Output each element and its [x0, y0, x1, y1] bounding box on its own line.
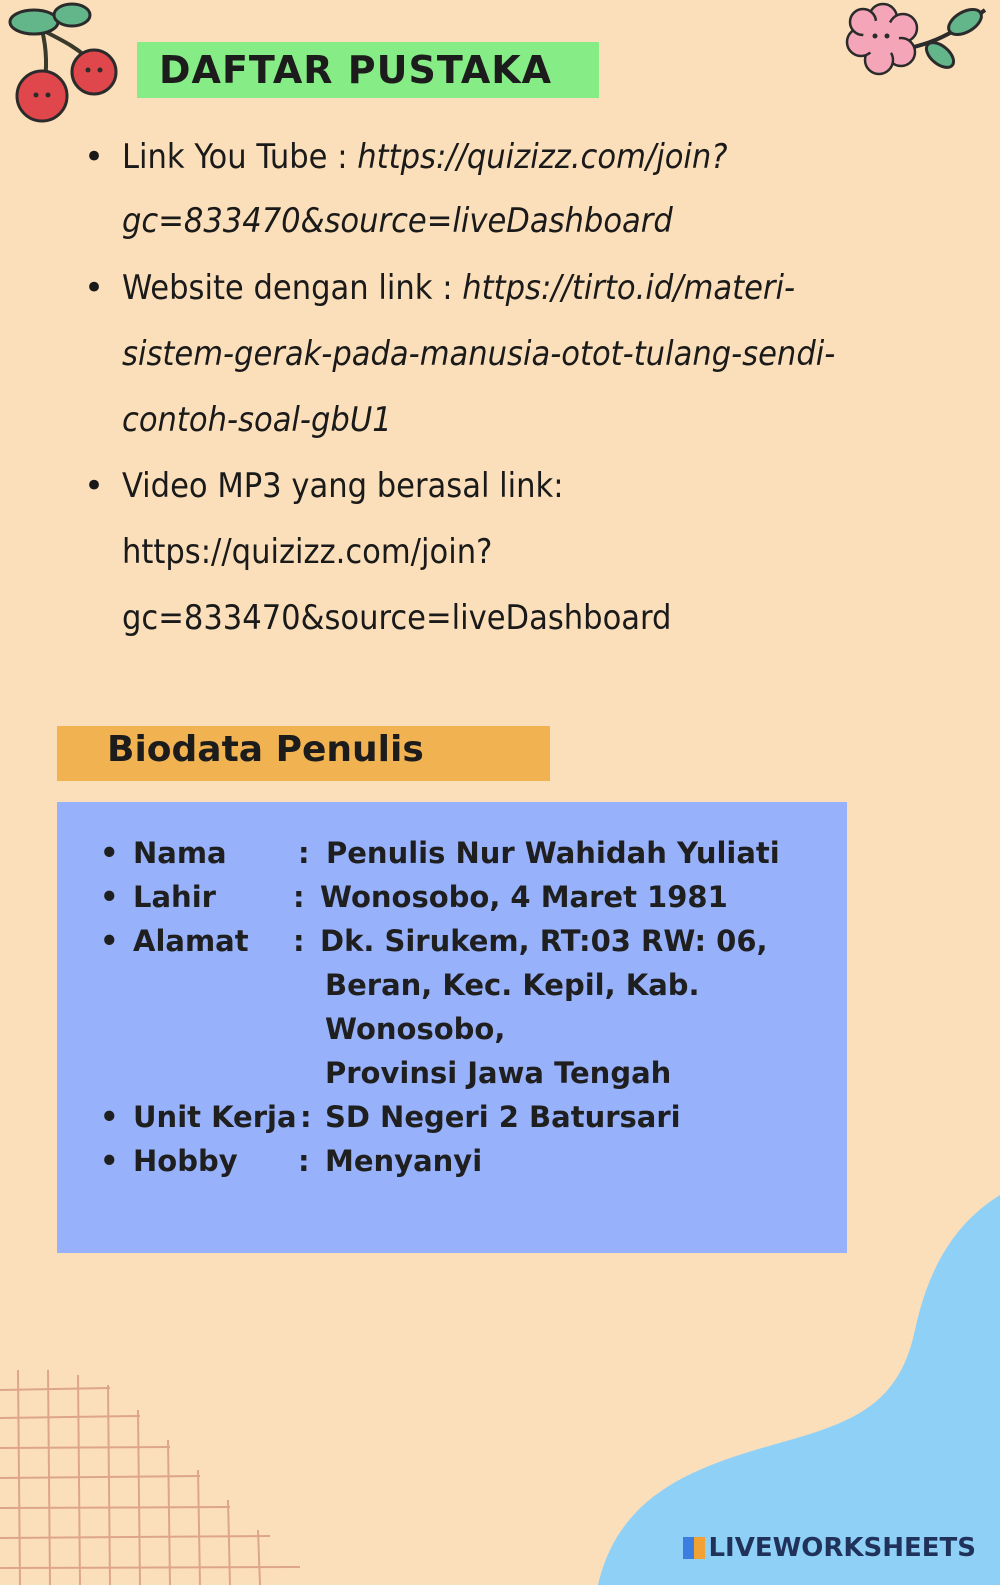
biodata-label: Nama — [133, 836, 227, 870]
reference-link[interactable]: sistem-gerak-pada-manusia-otot-tulang-sendi- — [122, 334, 836, 374]
grid-pattern — [0, 1370, 320, 1585]
reference-link[interactable]: https://tirto.id/materi- — [462, 268, 796, 308]
biodata-value: Wonosobo, — [325, 1012, 506, 1046]
bullet: • — [100, 1144, 119, 1178]
biodata-value: Penulis Nur Wahidah Yuliati — [326, 836, 780, 870]
biodata-header — [57, 726, 550, 781]
reference-item — [122, 137, 728, 177]
bullet: • — [84, 466, 105, 506]
reference-link[interactable]: gc=833470&source=liveDashboard — [122, 598, 672, 638]
biodata-label: Alamat — [133, 924, 249, 958]
biodata-colon: : — [298, 836, 310, 870]
biodata-value: Menyanyi — [325, 1144, 483, 1178]
bullet: • — [100, 924, 119, 958]
liveworksheets-logo-icon — [683, 1537, 705, 1559]
biodata-value: Beran, Kec. Kepil, Kab. — [325, 968, 700, 1002]
bullet: • — [84, 268, 105, 308]
footer-brand-text: LIVEWORKSHEETS — [708, 1533, 976, 1563]
biodata-label: Hobby — [133, 1144, 238, 1178]
biodata-colon: : — [293, 924, 305, 958]
reference-label: Link You Tube : — [122, 137, 358, 177]
reference-link[interactable]: https://quizizz.com/join? — [122, 532, 493, 572]
bullet: • — [84, 137, 105, 177]
reference-label: Video MP3 yang berasal link: — [122, 466, 564, 506]
reference-item — [122, 268, 795, 308]
biodata-title: Biodata Penulis — [107, 729, 424, 770]
bullet: • — [100, 836, 119, 870]
biodata-value: Wonosobo, 4 Maret 1981 — [320, 880, 728, 914]
biodata-value: SD Negeri 2 Batursari — [325, 1100, 681, 1134]
biodata-value: Dk. Sirukem, RT:03 RW: 06, — [320, 924, 768, 958]
reference-label: Website dengan link : — [122, 268, 463, 308]
reference-link[interactable]: contoh-soal-gbU1 — [122, 400, 392, 440]
page-title: DAFTAR PUSTAKA — [159, 48, 553, 92]
section-banner — [137, 42, 599, 98]
reference-link[interactable]: gc=833470&source=liveDashboard — [122, 201, 673, 241]
biodata-label: Unit Kerja — [133, 1100, 297, 1134]
biodata-value: Provinsi Jawa Tengah — [325, 1056, 672, 1090]
reference-link[interactable]: https://quizizz.com/join? — [357, 137, 728, 177]
biodata-label: Lahir — [133, 880, 216, 914]
flower-icon — [845, 0, 995, 95]
biodata-colon: : — [293, 880, 305, 914]
biodata-colon: : — [300, 1100, 312, 1134]
bullet: • — [100, 1100, 119, 1134]
cherry-icon — [2, 0, 122, 125]
bullet: • — [100, 880, 119, 914]
footer-brand[interactable] — [683, 1533, 976, 1563]
biodata-colon: : — [298, 1144, 310, 1178]
